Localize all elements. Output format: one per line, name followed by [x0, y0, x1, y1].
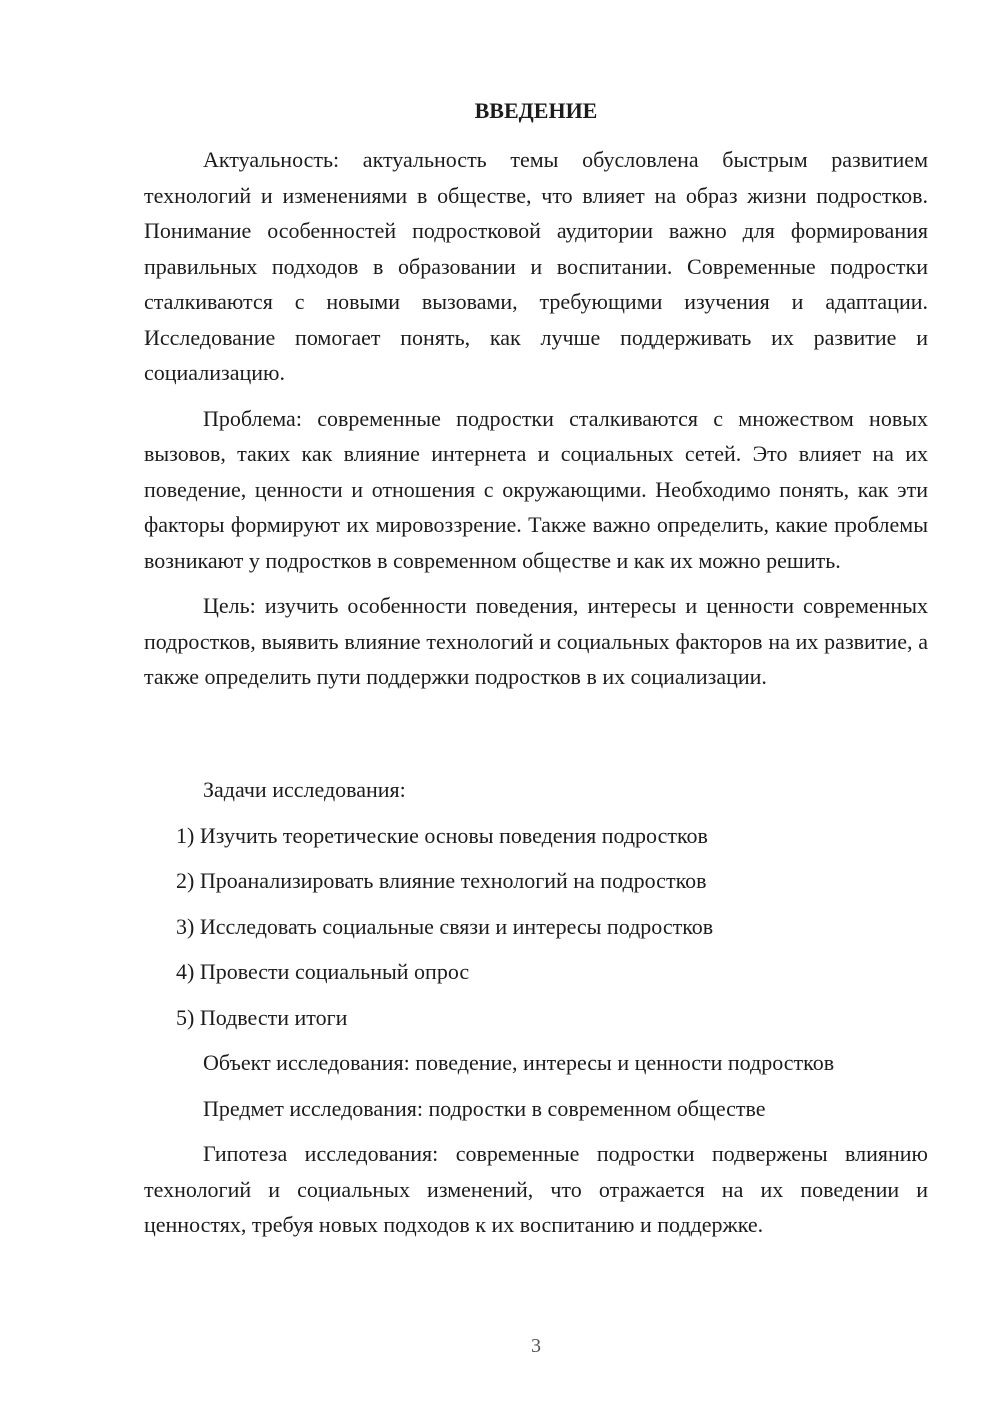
task-item: 5) Подвести итоги — [176, 1004, 348, 1030]
task-item: 1) Изучить теоретические основы поведения подростков — [176, 822, 708, 848]
task-item: 3) Исследовать социальные связи и интересы подростков — [176, 913, 714, 939]
task-item: 4) Провести социальный опрос — [176, 959, 470, 984]
tasks-block — [144, 772, 928, 1243]
text-block-top — [144, 142, 928, 695]
task-item: 2) Проанализировать влияние технологий на подростков — [176, 868, 707, 893]
page-title: ВВЕДЕНИЕ — [474, 98, 598, 123]
goal-paragraph: Цель: изучить особенности поведения, интересы и ценности современных подростков, выявить влияние технологий и социальных факторов на их развитие, а также определить пути поддержки подростков в их социализации. — [144, 593, 928, 689]
relevance-paragraph: Актуальность: актуальность темы обусловлена быстрым развитием технологий и изменениями в обществе, что влияет на образ жизни подростков. Понимание особенностей подростковой аудитории важно для формирования правильных подходов в образовании и воспитании. Современные подростки сталкиваются с новыми вызовами, требующими изучения и адаптации. Исследование помогает понять, как лучше поддерживать их развитие и социализацию. — [144, 147, 928, 385]
object-line: Объект исследования: поведение, интересы и ценности подростков — [203, 1050, 835, 1075]
page-number: 3 — [531, 1335, 541, 1357]
tasks-heading: Задачи исследования: — [203, 777, 406, 802]
subject-line: Предмет исследования: подростки в современном обществе — [203, 1095, 766, 1121]
hypothesis-paragraph: Гипотеза исследования: современные подростки подвержены влиянию технологий и социальных изменений, что отражается на их поведении и ценностях, требуя новых подходов к их воспитанию и поддержке. — [144, 1141, 928, 1237]
problem-paragraph: Проблема: современные подростки сталкиваются с множеством новых вызовов, таких как влияние интернета и социальных сетей. Это влияет на их поведение, ценности и отношения с окружающими. Необходимо понять, как эти факторы формируют их мировоззрение. Также важно определить, какие проблемы возникают у подростков в современном обществе и как их можно решить. — [144, 405, 928, 573]
